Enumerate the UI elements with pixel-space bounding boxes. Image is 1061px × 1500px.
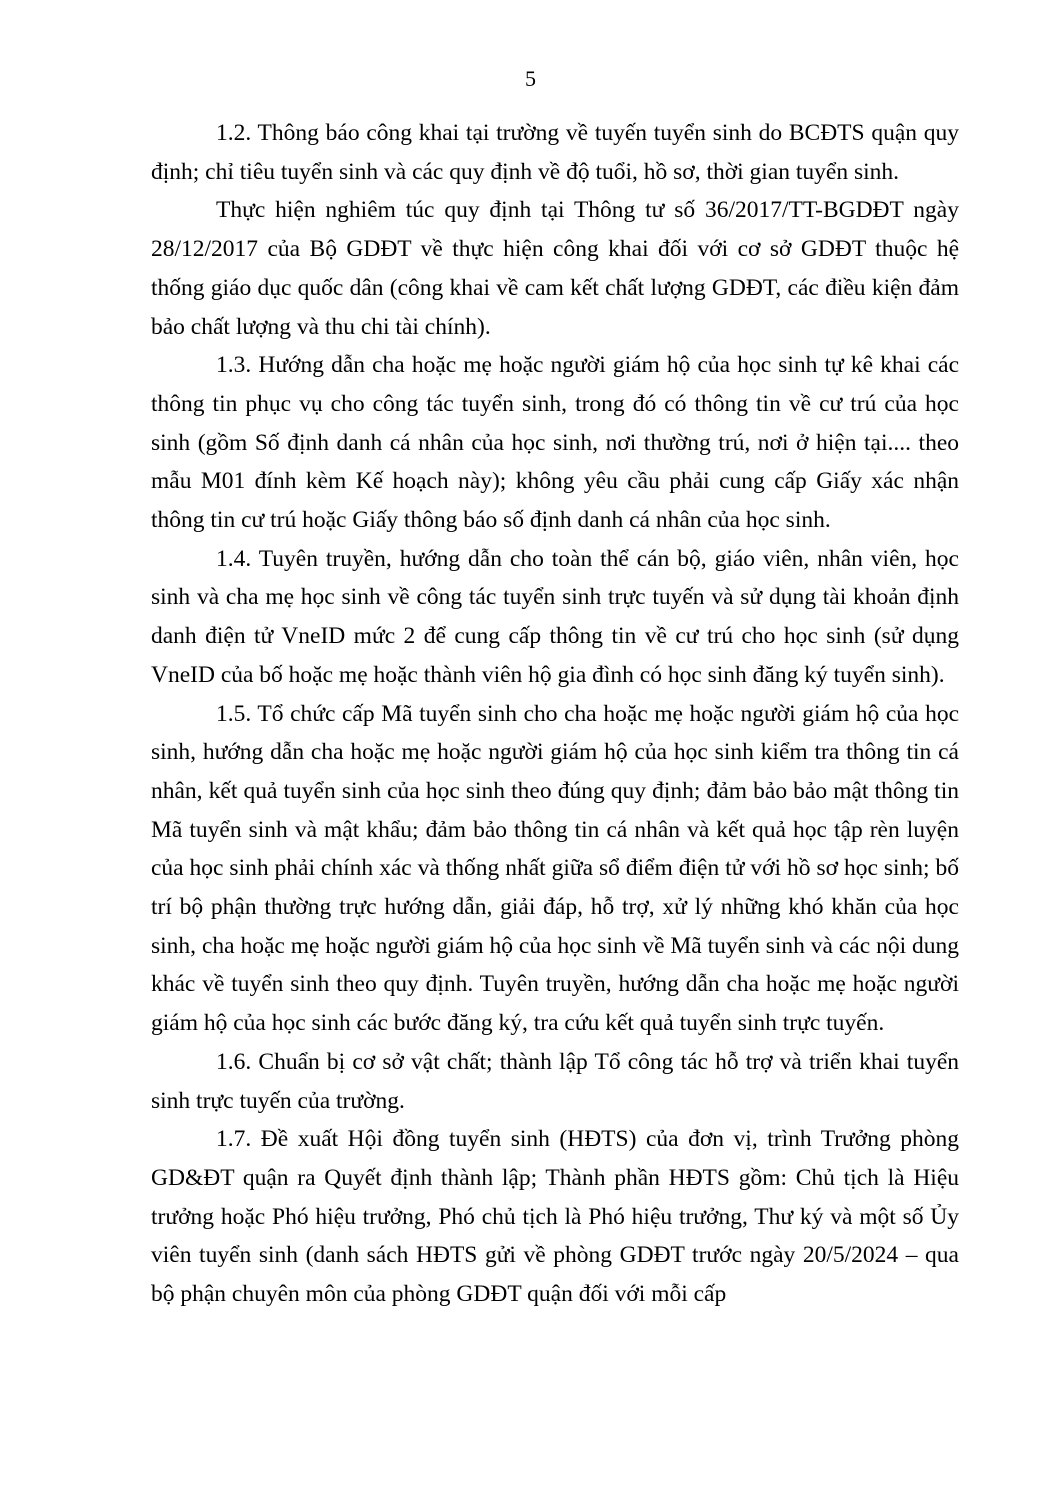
paragraph-1-6: 1.6. Chuẩn bị cơ sở vật chất; thành lập Tổ công tác hỗ trợ và triển khai tuyển sinh trực tuyến của trường. xyxy=(151,1048,959,1114)
paragraph-1-7: 1.7. Đề xuất Hội đồng tuyển sinh (HĐTS) của đơn vị, trình Trưởng phòng GD&ĐT quận ra Quyết định thành lập; Thành phần HĐTS gồm: Chủ tịch là Hiệu trưởng hoặc Phó hiệu trưởng, Phó chủ tịch là Phó hiệu trưởng, Thư ký và một số Ủy viên tuyển sinh (danh sách HĐTS gửi về phòng GDĐT trước ngày 20/5/2024 – qua bộ phận chuyên môn của phòng GDĐT quận đối với mỗi cấp xyxy=(151,1126,959,1308)
paragraph-1-4: 1.4. Tuyên truyền, hướng dẫn cho toàn thể cán bộ, giáo viên, nhân viên, học sinh và cha mẹ học sinh về công tác tuyển sinh trực tuyến và sử dụng tài khoản định danh điện tử VneID mức 2 để cung cấp thông tin về cư trú cho học sinh (sử dụng VneID của bố hoặc mẹ hoặc thành viên hộ gia đình có học sinh đăng ký tuyển sinh). xyxy=(151,545,959,688)
paragraph-1-5: 1.5. Tổ chức cấp Mã tuyển sinh cho cha hoặc mẹ hoặc người giám hộ của học sinh, hướng dẫn cha hoặc mẹ hoặc người giám hộ của học sinh kiểm tra thông tin cá nhân, kết quả tuyển sinh của học sinh theo đúng quy định; đảm bảo bảo mật thông tin Mã tuyển sinh và mật khẩu; đảm bảo thông tin cá nhân và kết quả học tập rèn luyện của học sinh phải chính xác và thống nhất giữa sổ điểm điện tử với hồ sơ học sinh; bố trí bộ phận thường trực hướng dẫn, giải đáp, hỗ trợ, xử lý những khó khăn của học sinh, cha hoặc mẹ hoặc người giám hộ của học sinh về Mã tuyển sinh và các nội dung khác về tuyển sinh theo quy định. Tuyên truyền, hướng dẫn cha hoặc mẹ hoặc người giám hộ của học sinh các bước đăng ký, tra cứu kết quả tuyển sinh trực tuyến. xyxy=(151,700,959,1037)
document-body xyxy=(151,114,959,1314)
page-number: 5 xyxy=(525,66,536,91)
paragraph-1-3: 1.3. Hướng dẫn cha hoặc mẹ hoặc người giám hộ của học sinh tự kê khai các thông tin phục vụ cho công tác tuyển sinh, trong đó có thông tin về cư trú của học sinh (gồm Số định danh cá nhân của học sinh, nơi thường trú, nơi ở hiện tại.... theo mẫu M01 đính kèm Kế hoạch này); không yêu cầu phải cung cấp Giấy xác nhận thông tin cư trú hoặc Giấy thông báo số định danh cá nhân của học sinh. xyxy=(151,352,959,534)
paragraph-circular-36: Thực hiện nghiêm túc quy định tại Thông tư số 36/2017/TT-BGDĐT ngày 28/12/2017 của Bộ GDĐT về thực hiện công khai đối với cơ sở GDĐT thuộc hệ thống giáo dục quốc dân (công khai về cam kết chất lượng GDĐT, các điều kiện đảm bảo chất lượng và thu chi tài chính). xyxy=(151,197,959,340)
paragraph-1-2: 1.2. Thông báo công khai tại trường về tuyến tuyển sinh do BCĐTS quận quy định; chỉ tiêu tuyển sinh và các quy định về độ tuổi, hồ sơ, thời gian tuyển sinh. xyxy=(151,120,959,185)
